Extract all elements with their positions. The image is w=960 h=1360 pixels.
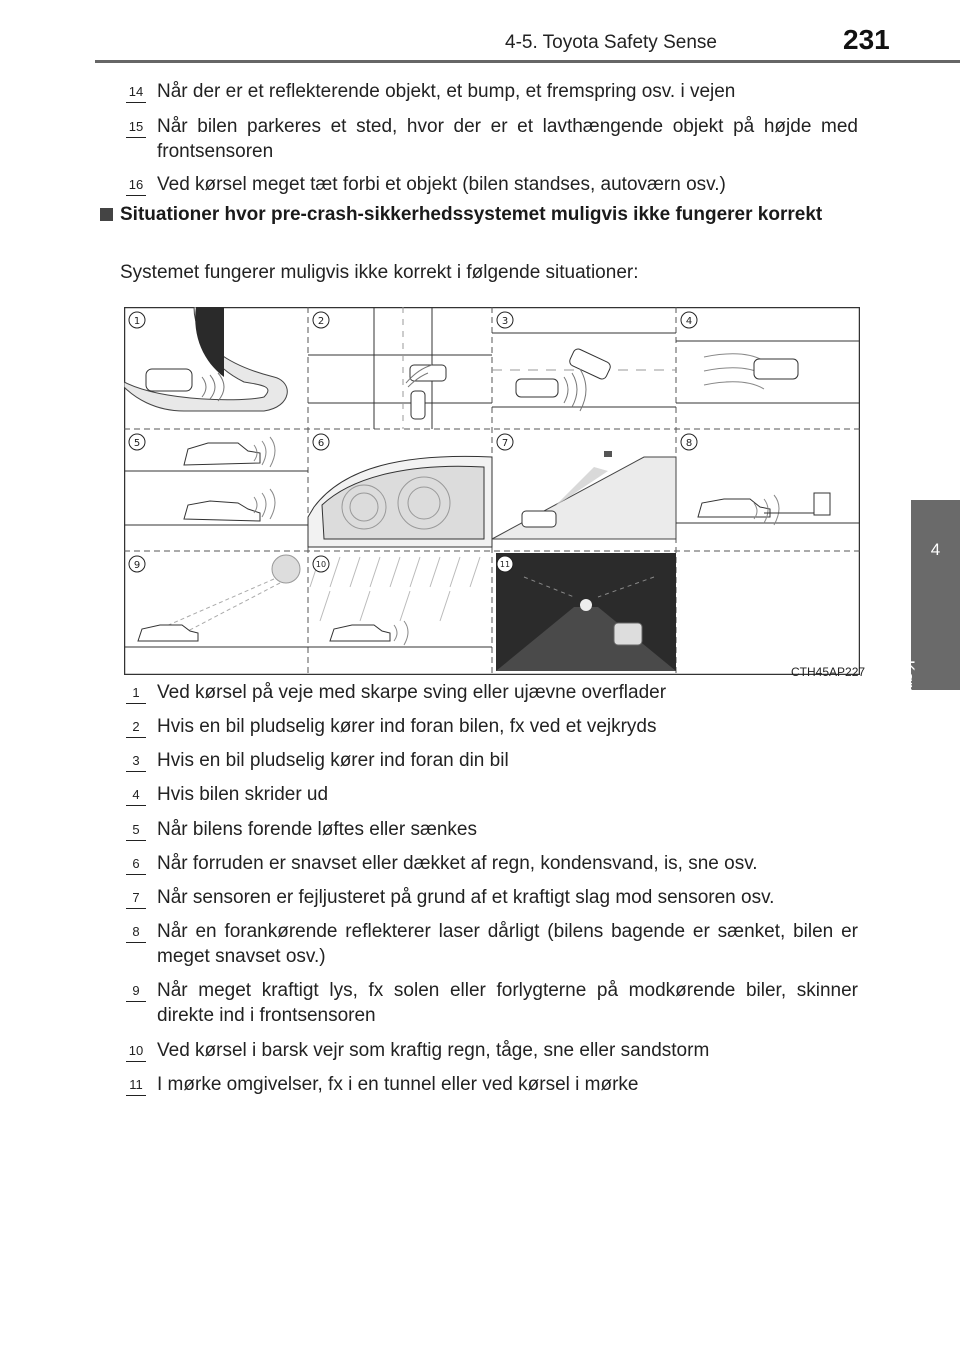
item-number: 1 bbox=[126, 683, 146, 702]
item-text: Når bilens forende løftes eller sænkes bbox=[157, 819, 477, 840]
section-title: 4-5. Toyota Safety Sense bbox=[505, 32, 717, 53]
list-item-14 bbox=[126, 79, 858, 104]
list-item-11 bbox=[126, 1072, 858, 1097]
item-text: Når der er et reflekterende objekt, et bump, et fremspring osv. i vejen bbox=[157, 81, 736, 102]
item-number: 5 bbox=[126, 820, 146, 839]
panel-label-2 bbox=[313, 312, 329, 328]
svg-text:4: 4 bbox=[685, 316, 693, 327]
chapter-number: 4 bbox=[930, 540, 941, 559]
list-item-3 bbox=[126, 748, 858, 773]
svg-text:1: 1 bbox=[133, 316, 141, 327]
item-text: Når forruden er snavset eller dækket af regn, kondensvand, is, sne osv. bbox=[157, 853, 758, 874]
header-rule bbox=[95, 60, 960, 63]
panel-label-5 bbox=[129, 434, 145, 450]
panel-label-9 bbox=[129, 556, 145, 572]
figure-illustration bbox=[124, 307, 860, 675]
list-item-7 bbox=[126, 885, 858, 910]
list-item-16 bbox=[126, 172, 858, 197]
list-item-4 bbox=[126, 782, 858, 807]
item-number: 16 bbox=[126, 175, 146, 194]
svg-text:3: 3 bbox=[501, 316, 509, 327]
item-text: Ved kørsel i barsk vejr som kraftig regn, tåge, sne eller sandstorm bbox=[157, 1040, 710, 1061]
chapter-tab bbox=[899, 500, 960, 710]
item-text: Ved kørsel meget tæt forbi et objekt (bilen standses, autoværn osv.) bbox=[157, 174, 726, 195]
list-item-2 bbox=[126, 714, 858, 739]
page-number: 231 bbox=[843, 24, 890, 55]
panel-label-11 bbox=[497, 556, 513, 572]
item-text: Hvis en bil pludselig kører ind foran bilen, fx ved et vejkryds bbox=[157, 716, 657, 737]
panel-label-7 bbox=[497, 434, 513, 450]
panel-label-8 bbox=[681, 434, 697, 450]
item-text: Hvis bilen skrider ud bbox=[157, 784, 329, 805]
svg-text:6: 6 bbox=[317, 438, 325, 449]
svg-text:9: 9 bbox=[133, 560, 141, 571]
heading-bullet bbox=[100, 208, 113, 221]
item-text: Når meget kraftigt lys, fx solen eller forlygterne på modkørende biler, skinner direkte ind i frontsensoren bbox=[157, 980, 858, 1026]
item-number: 11 bbox=[126, 1075, 146, 1094]
list-item-15 bbox=[126, 114, 858, 164]
list-item-5 bbox=[126, 817, 858, 842]
svg-text:11: 11 bbox=[499, 560, 511, 569]
page-header bbox=[0, 0, 960, 60]
item-number: 14 bbox=[126, 82, 146, 101]
panel-label-10 bbox=[313, 556, 329, 572]
item-number: 7 bbox=[126, 888, 146, 907]
chapter-label: Kørsel bbox=[899, 660, 918, 710]
item-number: 9 bbox=[126, 981, 146, 1000]
list-item-6 bbox=[126, 851, 858, 876]
panel-11-illustration bbox=[496, 553, 676, 671]
item-number: 6 bbox=[126, 854, 146, 873]
section-heading bbox=[100, 202, 860, 227]
list-item-9 bbox=[126, 978, 858, 1028]
item-text: Ved kørsel på veje med skarpe sving eller ujævne overflader bbox=[157, 682, 667, 703]
panel-label-6 bbox=[313, 434, 329, 450]
situations-figure bbox=[124, 307, 866, 679]
figure-code: CTH45AP227 bbox=[791, 665, 866, 679]
item-text: Når sensoren er fejljusteret på grund af et kraftigt slag mod sensoren osv. bbox=[157, 887, 775, 908]
heading-text: Situationer hvor pre-crash-sikkerhedssystemet muligvis ikke fungerer korrekt bbox=[120, 204, 823, 225]
item-number: 3 bbox=[126, 751, 146, 770]
svg-text:5: 5 bbox=[133, 438, 141, 449]
item-number: 15 bbox=[126, 117, 146, 136]
item-number: 4 bbox=[126, 785, 146, 804]
svg-text:10: 10 bbox=[315, 560, 327, 569]
item-number: 10 bbox=[126, 1041, 146, 1060]
item-text: Hvis en bil pludselig kører ind foran din bil bbox=[157, 750, 509, 771]
intro-text: Systemet fungerer muligvis ikke korrekt i følgende situationer: bbox=[120, 262, 639, 283]
panel-label-1 bbox=[129, 312, 145, 328]
list-item-10 bbox=[126, 1038, 858, 1063]
item-number: 8 bbox=[126, 922, 146, 941]
panel-label-4 bbox=[681, 312, 697, 328]
svg-text:7: 7 bbox=[501, 438, 509, 449]
list-item-1 bbox=[126, 680, 858, 705]
svg-text:2: 2 bbox=[317, 316, 325, 327]
item-text: I mørke omgivelser, fx i en tunnel eller ved kørsel i mørke bbox=[157, 1074, 639, 1095]
item-number: 2 bbox=[126, 717, 146, 736]
item-text: Når en forankørende reflekterer laser dårligt (bilens bagende er sænket, bilen er meget snavset osv.) bbox=[157, 921, 858, 967]
item-text: Når bilen parkeres et sted, hvor der er et lavthængende objekt på højde med frontsensoren bbox=[157, 116, 858, 162]
svg-text:8: 8 bbox=[685, 438, 693, 449]
list-item-8 bbox=[126, 919, 858, 969]
panel-label-3 bbox=[497, 312, 513, 328]
